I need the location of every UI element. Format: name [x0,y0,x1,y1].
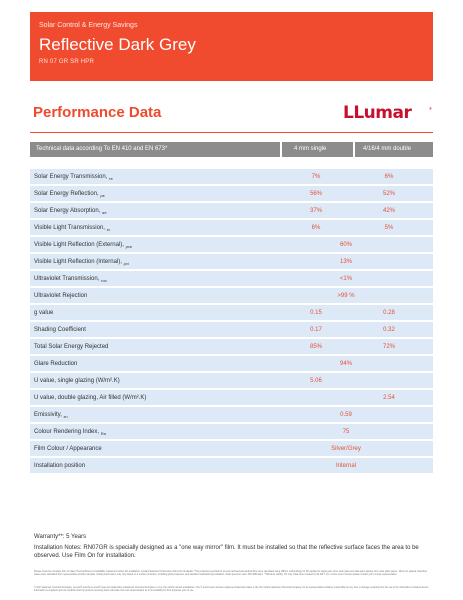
row-label [34,378,120,384]
row-label-subscript: ρve [125,244,133,250]
fine-print: Please check the complete Film to Glass Thermal Stress Compatibility Guidelines before film installation. Contact Eastman Performance Films for full details. *The properties reported for LLumar architectural window films were calculated using LBNL's methodology for film applied to single pane 4mm clear glass and dual pane glazing 4mm clear glass panes, 16mm air spaced. Reported values were calculated from representative product samples. Actual performance may vary based on a number of factors, including glass properties, and standard manufacturing variations. Solar spectrum used: ISO 9050 Ed.2. **Warranty validity: UK only. Data sheet created on 09 2017. For a more recent version please contact your LLumar representative. [34,571,427,576]
value-shared: Internal [335,463,356,469]
table-row [30,373,433,390]
table-row [30,305,433,322]
row-label-text: Visible Light Transmission, [34,225,107,231]
header-double: 4/16/4 mm double [363,146,412,152]
table-row [30,271,433,288]
value-shared: Silver/Grey [331,446,361,452]
llumar-logo [343,103,433,127]
warranty-line: Warranty**: 5 Years [34,534,87,540]
value-single: 7% [311,174,321,180]
value-single: 85% [309,344,322,350]
value-double: 52% [382,191,395,197]
installation-notes: Installation Notes: RN07GR is specially designed as a "one way mirror" film. It must be installed so that the reflective surface faces the area to be observed. Use Film On for installation. [34,545,419,559]
value-shared: 75 [342,429,350,435]
section-title: Performance Data [33,104,162,121]
value-shared: 60% [339,242,352,248]
row-label-text: Total Solar Energy Rejected [34,344,109,350]
row-label-subscript: τe [109,176,113,182]
row-label [34,310,53,316]
header-single: 4 mm single [294,146,327,152]
product-title: Reflective Dark Grey [39,35,196,54]
row-label-text: Solar Energy Reflection, [34,191,101,197]
value-single: 0.17 [310,327,322,333]
table-row [30,186,433,203]
table-row [30,203,433,220]
row-label-text: Visible Light Reflection (Internal), [34,259,124,265]
value-double: 0.28 [383,310,395,316]
row-label [34,293,87,299]
header-separator [353,142,355,157]
row-label [34,429,106,436]
table-row [30,169,433,186]
table-row [30,441,433,458]
header-kicker: Solar Control & Energy Savings [39,22,138,29]
value-single: 0.15 [310,310,322,316]
logo-trademark: ® [429,106,432,111]
value-shared: 94% [339,361,352,367]
product-code: RN 07 GR SR HPR [39,59,95,65]
row-label [34,344,108,350]
row-label-subscript: τuv [101,278,107,284]
table-row [30,407,433,424]
row-label-text: U value, single glazing (W/m².K) [34,378,120,384]
row-label-text: Colour Rendering Index, [34,429,101,435]
table-header [30,142,433,157]
value-shared: 13% [339,259,352,265]
row-label-text: Film Colour / Appearance [34,446,102,452]
row-label [34,208,107,215]
row-label [34,395,146,401]
row-label [34,191,105,198]
value-shared: 0.59 [340,412,352,418]
table-row [30,288,433,305]
value-double: 42% [382,208,395,214]
value-single: 5.06 [310,378,322,384]
row-label-text: Glare Reduction [34,361,78,367]
row-label-subscript: αe [102,210,107,216]
row-label-text: U value, double glazing, Air filled (W/m².K) [34,395,147,401]
value-single: 37% [309,208,322,214]
header-technical-data: Technical data according To EN 410 and EN 673* [36,146,168,152]
value-shared: <1% [339,276,353,282]
table-row [30,356,433,373]
row-label [34,174,113,181]
row-label-subscript: ρvi [123,261,129,267]
row-label-subscript: Ra [100,431,106,437]
row-label [34,225,110,232]
value-double: 6% [384,174,394,180]
table-row [30,220,433,237]
legal-text: © 2017 Eastman Chemical Company. LLumar® and the LLumar® logo are trademarks of Eastman Chemical Company or one of its wholly owned subsidiaries. The ® used herein denotes registered trademark status in the US. Neither Eastman Chemical Company nor its representatives shall be responsible for any loss or damage resulting from the use of the information contained herein. Information is supplied upon the condition that the persons receiving same will make their own determination as to its suitability for their purposes prior to use. [34,587,429,592]
row-label-subscript: εn [63,414,68,420]
row-label [34,276,107,283]
header-banner [30,12,433,81]
value-single: 56% [309,191,322,197]
row-label-text: Installation position [34,463,86,469]
row-label [34,327,86,333]
logo-text: LLumar [343,103,412,123]
table-row [30,458,433,475]
value-double: 72% [382,344,395,350]
value-shared: >99 % [337,293,355,299]
performance-table [30,169,433,475]
value-double: 5% [384,225,394,231]
table-row [30,254,433,271]
value-single: 6% [311,225,321,231]
value-double: 2.54 [383,395,395,401]
row-label-text: Solar Energy Transmission, [34,174,110,180]
row-label [34,412,68,419]
row-label [34,259,129,266]
row-label-subscript: τv [106,227,111,233]
row-label [34,463,85,469]
row-label [34,446,102,452]
row-label [34,242,132,249]
table-row [30,390,433,407]
row-label-text: Emissivity, [34,412,64,418]
table-row [30,237,433,254]
divider [30,132,433,133]
row-label-text: Ultraviolet Transmission, [34,276,102,282]
table-row [30,339,433,356]
header-separator [280,142,282,157]
row-label-text: Ultraviolet Rejection [34,293,88,299]
row-label-subscript: ρe [100,193,105,199]
row-label-text: g value [34,310,54,316]
row-label [34,361,77,367]
value-double: 0.32 [383,327,395,333]
table-row [30,322,433,339]
row-label-text: Solar Energy Absorption, [34,208,103,214]
row-label-text: Visible Light Reflection (External), [34,242,126,248]
table-row [30,424,433,441]
row-label-text: Shading Coefficient [34,327,86,333]
